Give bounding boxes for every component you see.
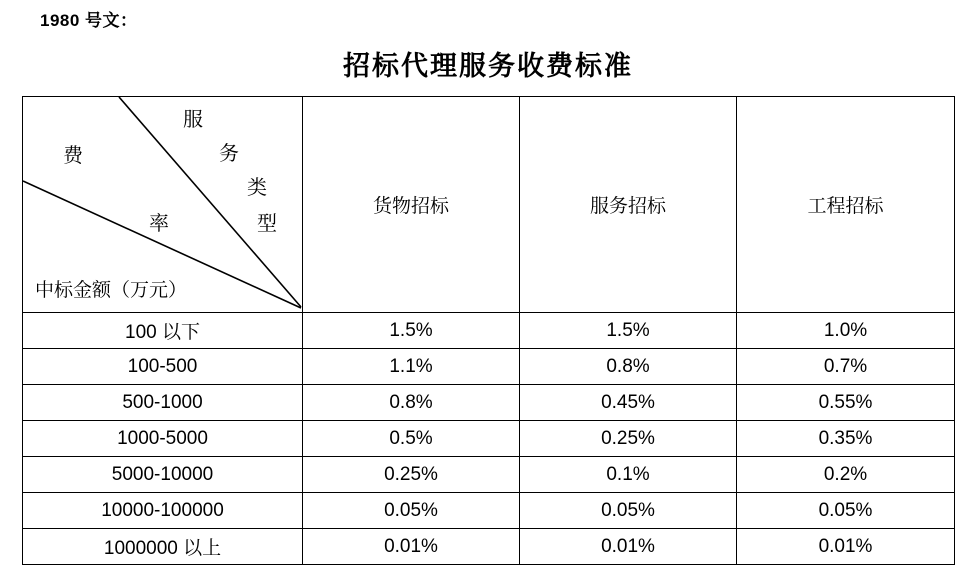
cell-goods: 1.1% <box>303 349 520 385</box>
row-label: 1000000 以上 <box>23 529 303 565</box>
cell-service: 1.5% <box>520 313 737 349</box>
corner-label-fee: 费 <box>63 145 83 167</box>
column-header-service: 服务招标 <box>520 97 737 313</box>
row-label: 500-1000 <box>23 385 303 421</box>
cell-goods: 0.8% <box>303 385 520 421</box>
cell-goods: 0.25% <box>303 457 520 493</box>
column-header-project: 工程招标 <box>737 97 955 313</box>
cell-goods: 0.5% <box>303 421 520 457</box>
cell-project: 1.0% <box>737 313 955 349</box>
cell-project: 0.55% <box>737 385 955 421</box>
cell-service: 0.25% <box>520 421 737 457</box>
corner-label-service-1: 服 <box>183 109 203 131</box>
corner-header-cell <box>23 97 303 313</box>
document-note: 1980 号文： <box>40 11 138 30</box>
fee-standard-table <box>22 96 955 565</box>
table-row <box>23 493 955 529</box>
table-row <box>23 529 955 565</box>
cell-service: 0.8% <box>520 349 737 385</box>
table-row <box>23 457 955 493</box>
cell-project: 0.2% <box>737 457 955 493</box>
cell-service: 0.45% <box>520 385 737 421</box>
corner-label-amount: 中标金额（万元） <box>35 280 188 301</box>
table-row <box>23 385 955 421</box>
cell-service: 0.05% <box>520 493 737 529</box>
column-header-goods: 货物招标 <box>303 97 520 313</box>
cell-project: 0.05% <box>737 493 955 529</box>
table-header-row <box>23 97 955 313</box>
cell-goods: 1.5% <box>303 313 520 349</box>
cell-project: 0.01% <box>737 529 955 565</box>
cell-goods: 0.05% <box>303 493 520 529</box>
cell-goods: 0.01% <box>303 529 520 565</box>
cell-service: 0.01% <box>520 529 737 565</box>
table-row <box>23 313 955 349</box>
table-row <box>23 421 955 457</box>
cell-project: 0.7% <box>737 349 955 385</box>
row-label: 5000-10000 <box>23 457 303 493</box>
corner-label-service-2: 务 <box>219 143 239 165</box>
fee-standard-table-wrapper <box>22 96 954 565</box>
row-label: 10000-100000 <box>23 493 303 529</box>
corner-label-service-3: 类 <box>247 177 267 199</box>
cell-project: 0.35% <box>737 421 955 457</box>
row-label: 100 以下 <box>23 313 303 349</box>
row-label: 100-500 <box>23 349 303 385</box>
cell-service: 0.1% <box>520 457 737 493</box>
row-label: 1000-5000 <box>23 421 303 457</box>
corner-label-rate: 率 <box>149 213 169 235</box>
page-title: 招标代理服务收费标准 <box>343 51 633 81</box>
corner-label-service-4: 型 <box>257 213 277 235</box>
table-row <box>23 349 955 385</box>
